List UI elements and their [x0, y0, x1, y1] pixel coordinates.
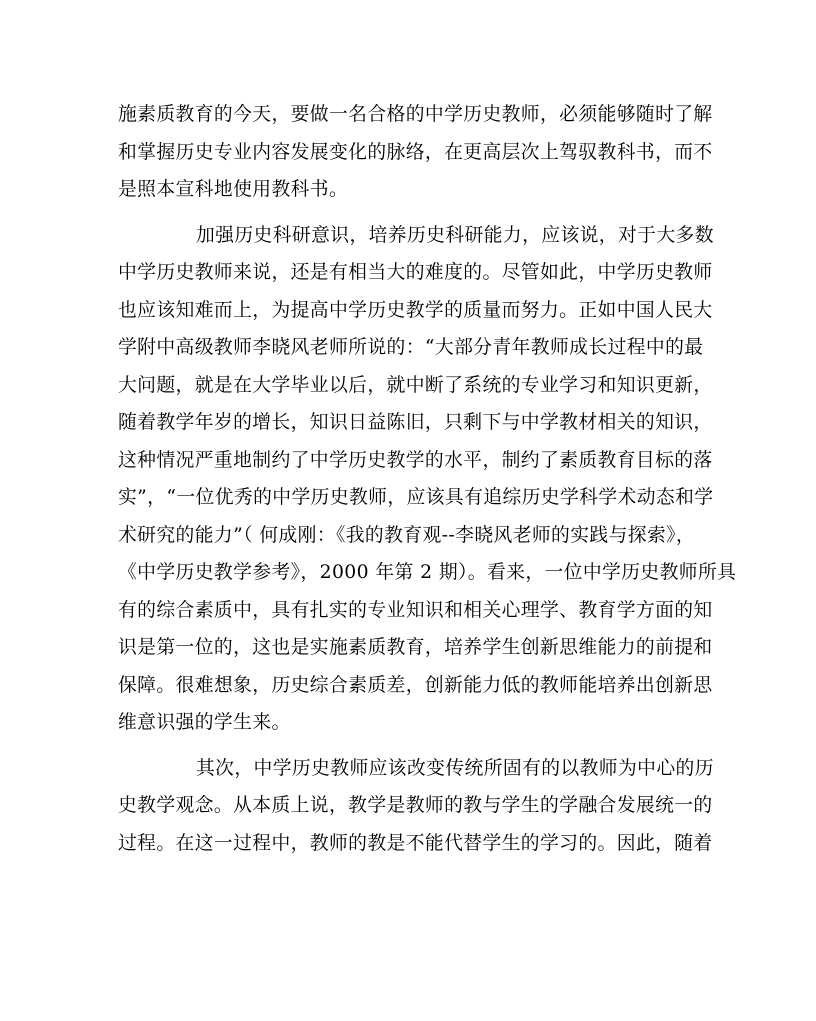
paragraph-1: [118, 96, 713, 209]
text-line: 保障。很难想象，历史综合素质差，创新能力低的教师能培养出创新思: [118, 674, 713, 696]
text-line: 施素质教育的今天，要做一名合格的中学历史教师，必须能够随时了解: [118, 104, 713, 125]
text-line: 中学历史教师来说，还是有相当大的难度的。尽管如此，中学历史教师: [118, 262, 713, 283]
text-line: 也应该知难而上，为提高中学历史教学的质量而努力。正如中国人民大: [118, 299, 713, 321]
text-line: 《中学历史教学参考》，2000 年第 2 期）。看来，一位中学历史教师所具: [118, 562, 737, 583]
text-line: 维意识强的学生来。: [118, 712, 291, 733]
text-line: 术研究的能力”（ 何成刚：《我的教育观--李晓风老师的实践与探索》，: [118, 524, 696, 546]
text-line: 有的综合素质中，具有扎实的专业知识和相关心理学、教育学方面的知: [118, 599, 713, 621]
text-line: 实”，“一位优秀的中学历史教师，应该具有追综历史学科学术动态和学: [118, 487, 714, 508]
text-line: 其次，中学历史教师应该改变传统所固有的以教师为中心的历: [196, 757, 714, 779]
text-line: 加强历史科研意识，培养历史科研能力，应该说，对于大多数: [196, 224, 714, 246]
text-line: 史教学观念。从本质上说，教学是教师的教与学生的学融合发展统一的: [118, 795, 713, 816]
text-line: 这种情况严重地制约了中学历史教学的水平，制约了素质教育目标的落: [118, 449, 713, 471]
text-line: 是照本宣科地使用教科书。: [118, 179, 349, 200]
text-line: 识是第一位的，这也是实施素质教育，培养学生创新思维能力的前提和: [118, 637, 713, 658]
text-line: 过程。在这一过程中，教师的教是不能代替学生的学习的。因此，随着: [118, 832, 713, 854]
text-line: 大问题，就是在大学毕业以后，就中断了系统的专业学习和知识更新，: [118, 374, 713, 396]
text-line: 学附中高级教师李晓风老师所说的：“大部分青年教师成长过程中的最: [118, 337, 704, 358]
paragraph-3: [118, 750, 714, 863]
text-line: 和掌握历史专业内容发展变化的脉络，在更高层次上驾驭教科书，而不: [118, 141, 713, 163]
paragraph-2: [118, 217, 737, 742]
body-text: [118, 96, 737, 862]
text-line: 随着教学年岁的增长，知识日益陈旧，只剩下与中学教材相关的知识，: [118, 412, 713, 433]
